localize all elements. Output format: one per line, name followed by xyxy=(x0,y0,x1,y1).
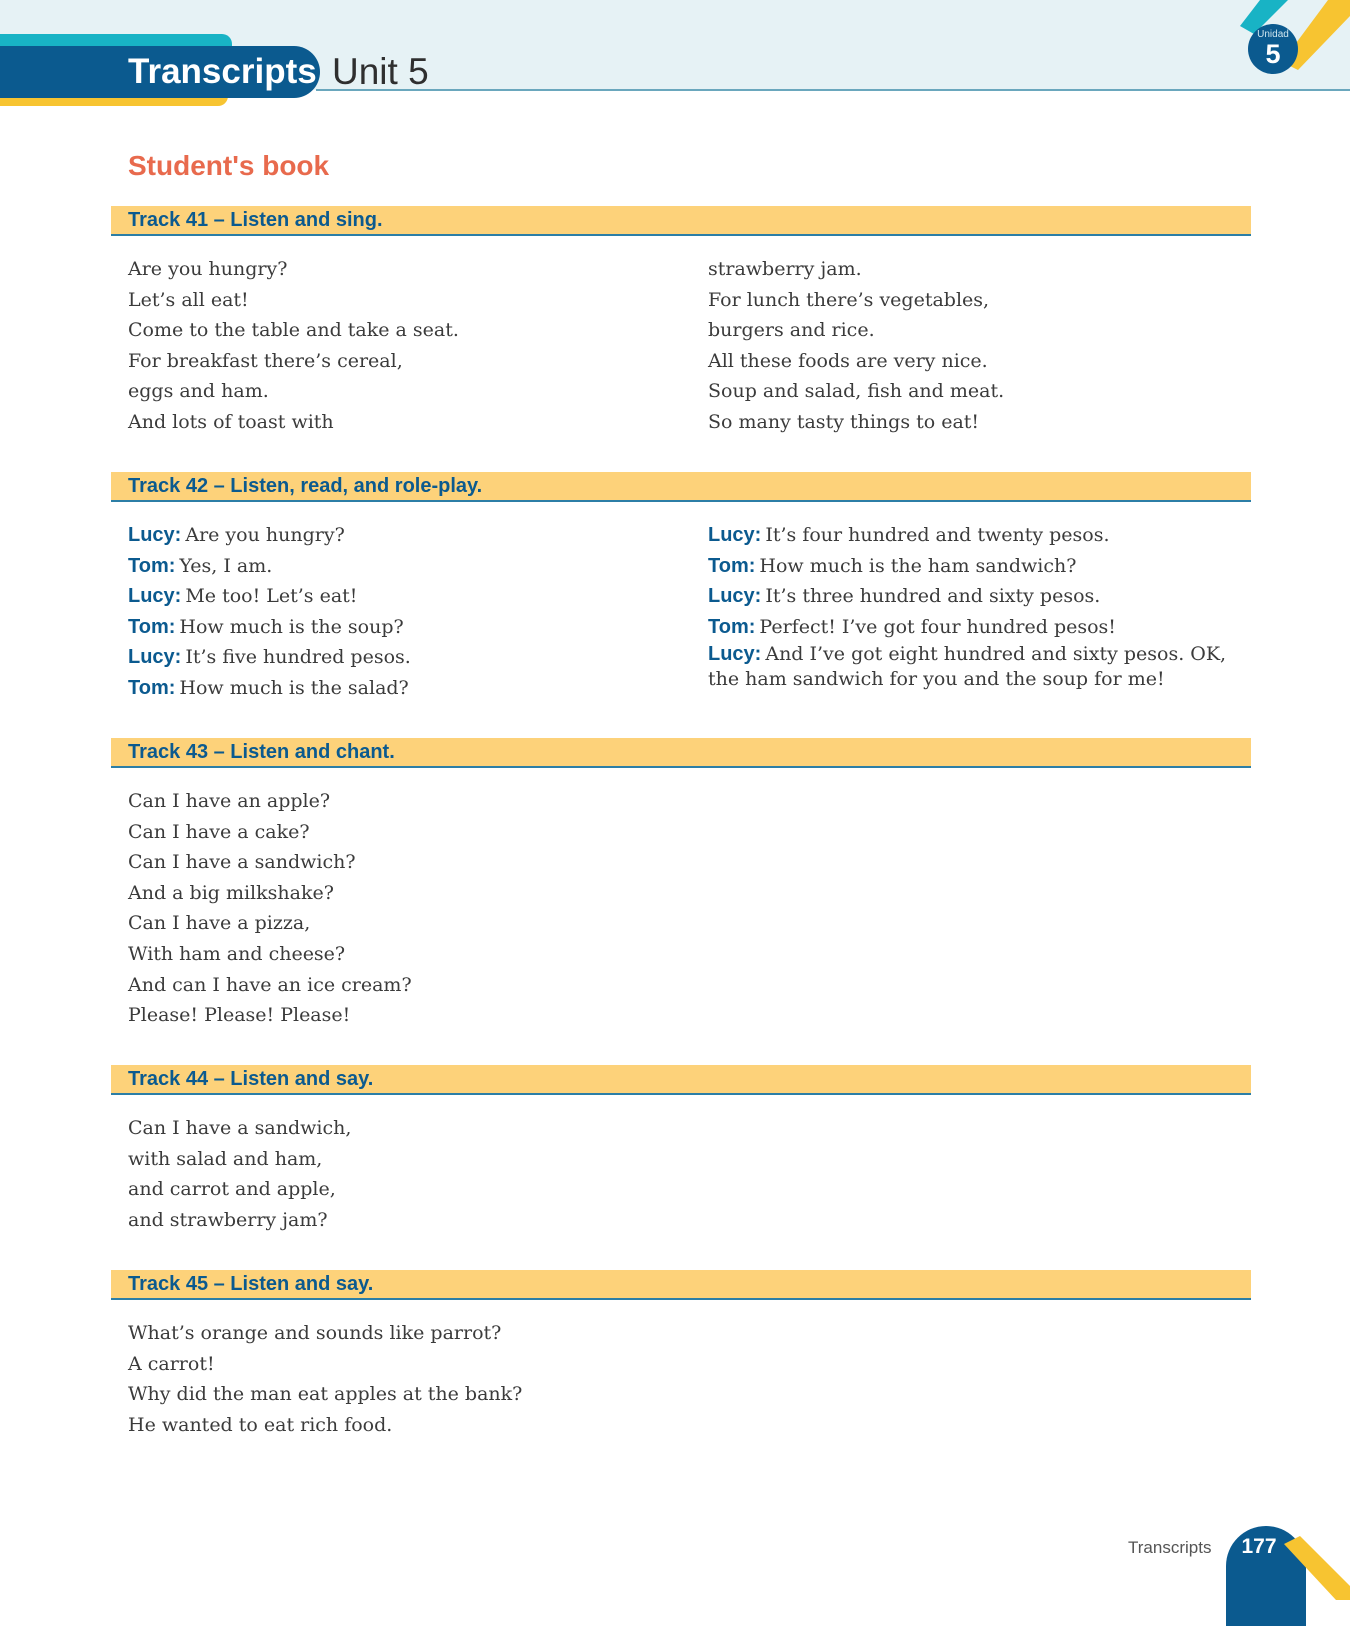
say-line: and carrot and apple, xyxy=(128,1178,336,1201)
dialogue-text: How much is the salad? xyxy=(179,676,409,699)
dialogue-text: And I’ve got eight hundred and sixty pesos. OK, the ham sandwich for you and the soup for me! xyxy=(708,643,1227,691)
speaker-name: Lucy: xyxy=(128,524,182,546)
dialogue-text: How much is the ham sandwich? xyxy=(759,554,1077,577)
track-45-bar xyxy=(111,1270,1251,1300)
chant-line: Please! Please! Please! xyxy=(128,1004,351,1027)
speaker-name: Tom: xyxy=(128,615,176,638)
chant-line: Can I have an apple? xyxy=(128,790,331,812)
speaker-name: Tom: xyxy=(128,554,176,577)
speaker-name: Tom: xyxy=(128,676,176,699)
say-line: with salad and ham, xyxy=(128,1147,323,1170)
dialogue-line xyxy=(708,581,1248,612)
lyric-line: burgers and rice. xyxy=(708,319,875,342)
lyric-line: Let’s all eat! xyxy=(128,288,249,311)
lyric-line: Soup and salad, fish and meat. xyxy=(708,380,1005,403)
unit-badge-number: 5 xyxy=(1265,39,1281,69)
chant-line: And a big milkshake? xyxy=(128,881,334,904)
dialogue-line xyxy=(708,612,1248,643)
dialogue-text: It’s five hundred pesos. xyxy=(185,646,411,669)
dialogue-line xyxy=(708,520,1248,551)
chant-line: Can I have a pizza, xyxy=(128,912,311,935)
track-42-label: Track 42 – Listen, read, and role-play. xyxy=(128,475,483,497)
say-line: Why did the man eat apples at the bank? xyxy=(128,1383,523,1406)
speaker-name: Lucy: xyxy=(128,646,182,669)
lyric-line: So many tasty things to eat! xyxy=(708,410,980,433)
footer-label: Transcripts xyxy=(1128,1538,1212,1557)
say-line: A carrot! xyxy=(128,1352,215,1375)
lyric-line: For lunch there’s vegetables, xyxy=(708,288,990,311)
dialogue-line xyxy=(128,612,668,643)
track-43-bar xyxy=(111,738,1251,768)
track-45-label: Track 45 – Listen and say. xyxy=(128,1273,374,1295)
dialogue-text: How much is the soup? xyxy=(179,615,404,638)
track-44-bar xyxy=(111,1065,1251,1095)
lyric-line: Are you hungry? xyxy=(128,258,288,280)
speaker-name: Lucy: xyxy=(128,585,182,608)
dialogue-line xyxy=(128,581,668,612)
lyric-line: strawberry jam. xyxy=(708,258,862,280)
dialogue-line xyxy=(708,551,1248,582)
dialogue-text: Are you hungry? xyxy=(185,524,345,546)
track-42-bar xyxy=(111,472,1251,502)
track-45-lines xyxy=(128,1318,728,1440)
track-41-lyrics-left xyxy=(128,254,668,438)
track-43-label: Track 43 – Listen and chant. xyxy=(128,741,395,763)
say-line: and strawberry jam? xyxy=(128,1208,328,1231)
dialogue-line xyxy=(128,673,668,704)
dialogue-text: Me too! Let’s eat! xyxy=(185,585,358,608)
dialogue-text: It’s three hundred and sixty pesos. xyxy=(765,585,1101,608)
dialogue-line xyxy=(708,642,1248,692)
track-41-lyrics-right xyxy=(708,254,1248,438)
chant-line: And can I have an ice cream? xyxy=(128,973,412,996)
dialogue-line xyxy=(128,520,668,551)
header-rule xyxy=(316,89,1350,91)
lyric-line: eggs and ham. xyxy=(128,380,269,403)
chant-line: With ham and cheese? xyxy=(128,942,346,965)
section-title: Student's book xyxy=(128,150,330,181)
dialogue-line xyxy=(128,551,668,582)
dialogue-text: Perfect! I’ve got four hundred pesos! xyxy=(759,615,1116,638)
lyric-line: Come to the table and take a seat. xyxy=(128,319,459,342)
track-41-label: Track 41 – Listen and sing. xyxy=(128,209,383,231)
lyric-line: All these foods are very nice. xyxy=(708,349,988,372)
speaker-name: Lucy: xyxy=(708,585,762,608)
track-44-label: Track 44 – Listen and say. xyxy=(128,1068,374,1090)
track-43-chant xyxy=(128,786,728,1031)
say-line: What’s orange and sounds like parrot? xyxy=(128,1322,502,1344)
say-line: Can I have a sandwich, xyxy=(128,1117,352,1139)
page-title: Transcripts xyxy=(128,52,317,91)
chant-line: Can I have a sandwich? xyxy=(128,851,356,874)
track-44-lines xyxy=(128,1113,728,1235)
lyric-line: For breakfast there’s cereal, xyxy=(128,349,403,372)
speaker-name: Tom: xyxy=(708,554,756,577)
lyric-line: And lots of toast with xyxy=(128,410,334,433)
dialogue-text: Yes, I am. xyxy=(179,554,273,577)
dialogue-text: It’s four hundred and twenty pesos. xyxy=(765,524,1110,546)
dialogue-line xyxy=(128,642,668,673)
track-42-dialogue-right xyxy=(708,520,1248,692)
speaker-name: Lucy: xyxy=(708,524,762,546)
chant-line: Can I have a cake? xyxy=(128,820,310,843)
unit-badge xyxy=(1248,24,1298,74)
page-subtitle: Unit 5 xyxy=(332,51,429,92)
speaker-name: Lucy: xyxy=(708,643,762,666)
page-number: 177 xyxy=(1241,1535,1277,1558)
unit-badge-label: Unidad xyxy=(1257,29,1289,40)
track-42-dialogue-left xyxy=(128,520,668,704)
say-line: He wanted to eat rich food. xyxy=(128,1413,393,1436)
track-41-bar xyxy=(111,206,1251,236)
speaker-name: Tom: xyxy=(708,615,756,638)
